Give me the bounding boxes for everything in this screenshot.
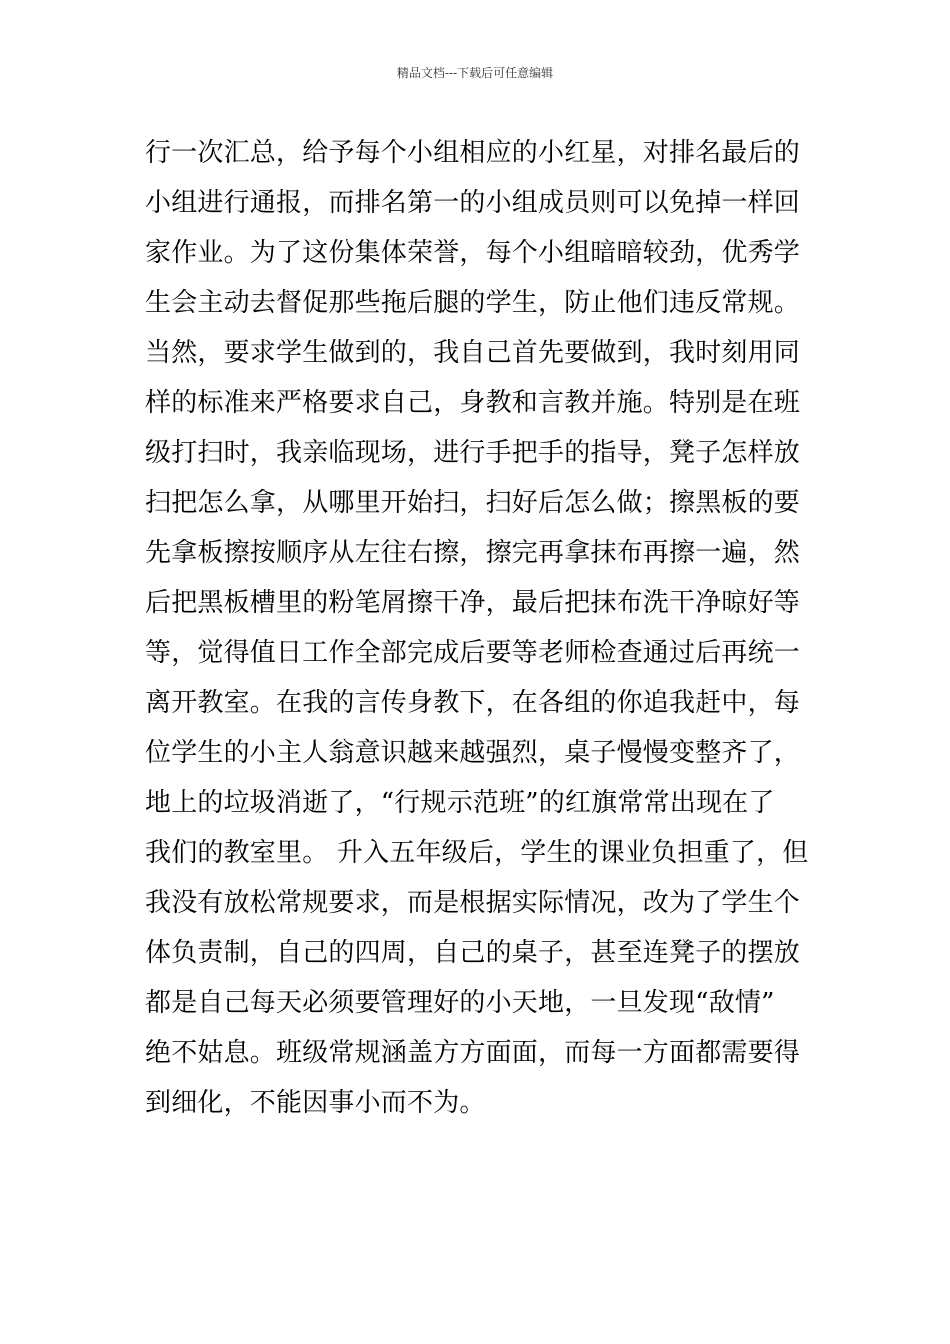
text-line: 样的标准来严格要求自己，身教和言教并施。特别是在班	[145, 388, 801, 418]
page-header: 精品文档---下载后可任意编辑	[396, 66, 554, 80]
text-line: 等，觉得值日工作全部完成后要等老师检查通过后再统一	[145, 638, 801, 668]
text-line: 扫把怎么拿，从哪里开始扫，扫好后怎么做；擦黑板的要	[145, 488, 801, 518]
text-line: 绝不姑息。班级常规涵盖方方面面，而每一方面都需要得	[145, 1038, 801, 1068]
body-text	[145, 128, 815, 1128]
text-line: 我没有放松常规要求，而是根据实际情况，改为了学生个	[145, 888, 801, 918]
text-line: 先拿板擦按顺序从左往右擦，擦完再拿抹布再擦一遍，然	[145, 538, 801, 568]
text-line: 地上的垃圾消逝了，“行规示范班”的红旗常常出现在了	[145, 788, 775, 818]
text-line: 离开教室。在我的言传身教下，在各组的你追我赶中，每	[145, 688, 801, 718]
text-line: 家作业。为了这份集体荣誉，每个小组暗暗较劲，优秀学	[145, 238, 801, 268]
text-line: 小组进行通报，而排名第一的小组成员则可以免掉一样回	[145, 188, 801, 218]
text-line: 位学生的小主人翁意识越来越强烈，桌子慢慢变整齐了，	[145, 738, 801, 768]
text-line: 当然，要求学生做到的，我自己首先要做到，我时刻用同	[145, 338, 801, 368]
text-line: 后把黑板槽里的粉笔屑擦干净，最后把抹布洗干净晾好等	[145, 588, 801, 618]
text-line: 生会主动去督促那些拖后腿的学生，防止他们违反常规。	[145, 288, 801, 318]
text-line: 我们的教室里。 升入五年级后，学生的课业负担重了，但	[145, 838, 809, 868]
text-line: 体负责制，自己的四周，自己的桌子，甚至连凳子的摆放	[145, 938, 801, 968]
text-line: 都是自己每天必须要管理好的小天地，一旦发现“敌情”	[145, 988, 775, 1018]
text-line: 到细化，不能因事小而不为。	[145, 1088, 486, 1118]
text-line: 级打扫时，我亲临现场，进行手把手的指导，凳子怎样放	[145, 438, 801, 468]
text-line: 行一次汇总，给予每个小组相应的小红星，对排名最后的	[145, 138, 801, 168]
